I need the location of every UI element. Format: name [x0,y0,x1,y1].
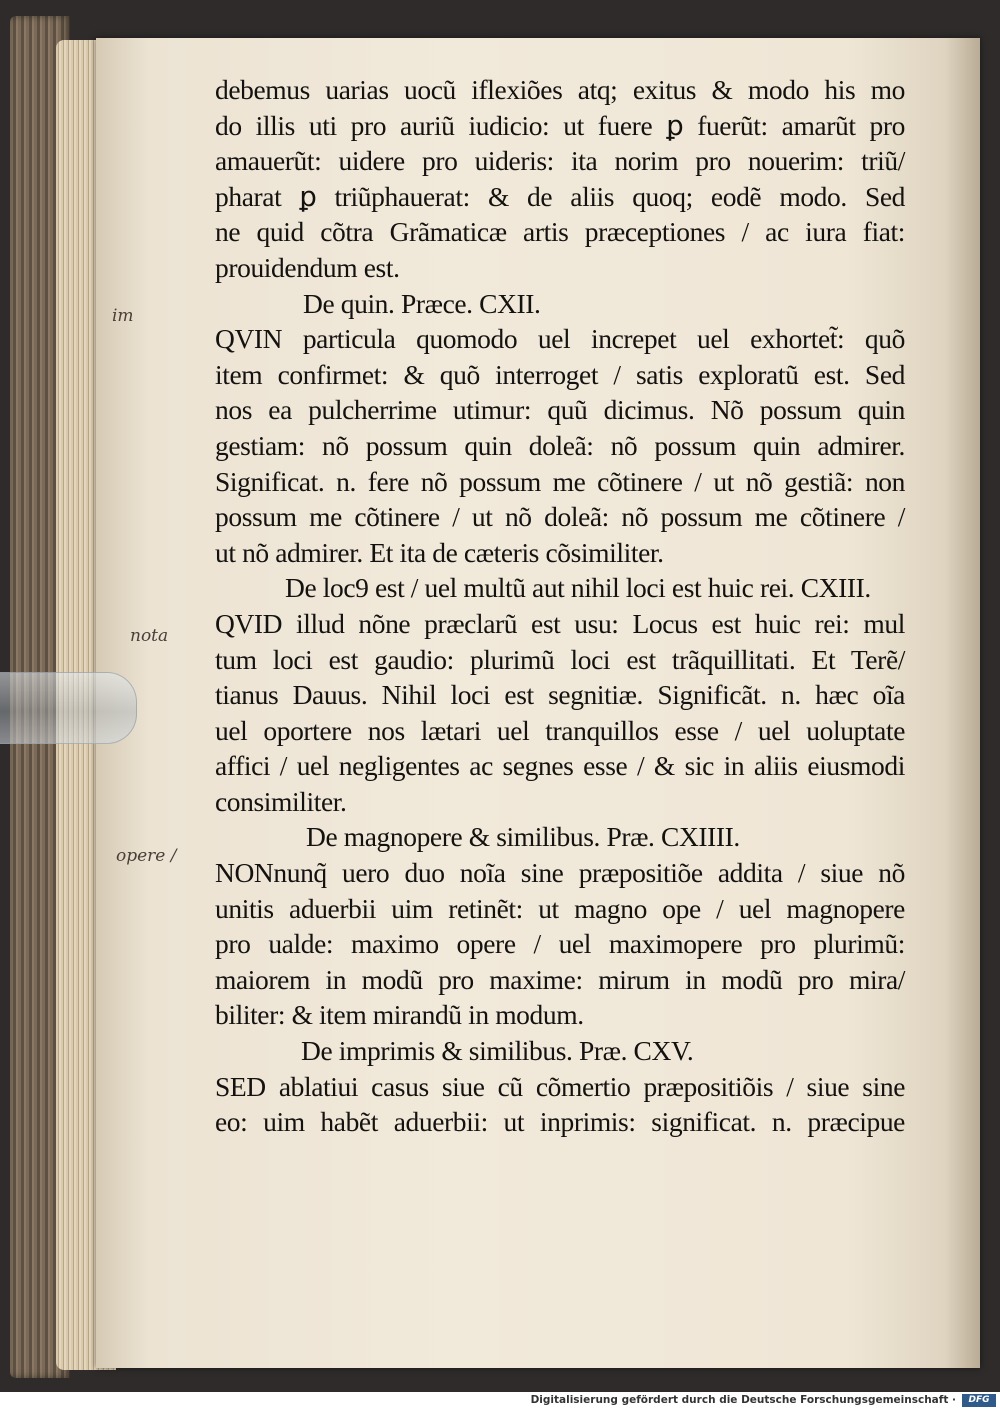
text-line: tianus Dauus. Nihil loci est segnitiæ. Significãt. n. hæc oĩa [215,679,905,711]
text-line: nos ea pulcherrime utimur: quũ dicimus. Nõ possum quin [215,394,905,426]
section-heading: De magnopere & similibus. Præ. CXIIII. [306,821,740,853]
text-line: biliter: & item mirandũ in modum. [215,999,584,1031]
text-line: maiorem in modũ pro maxime: mirum in modũ pro mira/ [215,963,905,995]
page-text [215,72,905,1140]
text-line: ut nõ admirer. Et ita de cæteris cõsimiliter. [215,536,664,568]
text-line: amauerũt: uidere pro uideris: ita norim pro nouerim: triũ/ [215,145,905,177]
margin-note: opere / [116,846,177,866]
text-line: gestiam: nõ possum quin doleã: nõ possum quin admirer. [215,429,905,461]
page-clip [0,672,137,744]
text-line: unitis aduerbii uim retinẽt: ut magno ope / uel magnopere [215,892,905,924]
text-line: item confirmet: & quõ interroget / satis exploratũ est. Sed [215,358,905,390]
text-line: consimiliter. [215,785,347,817]
text-line: NONnunq̃ uero duo noĩa sine præpositiõe addita / siue nõ [215,857,905,889]
text-line: SED ablatiui casus siue cũ cõmertio præpositiõis / siue sine [215,1070,905,1102]
text-line: affici / uel negligentes ac segnes esse / & sic in aliis eiusmodi [215,750,905,782]
text-line: uel oportere nos lætari uel tranquillos esse / uel uoluptate [215,714,905,746]
margin-note: nota [130,626,169,646]
text-line: do illis uti pro auriũ iudicio: ut fuere ꝑ fuerũt: amarũt pro [215,109,905,141]
text-line: Significat. n. fere nõ possum me cõtinere / ut nõ gestiã: non [215,465,905,497]
text-line: tum loci est gaudio: plurimũ loci est trãquillitati. Et Terẽ/ [215,643,905,675]
funding-credit: Digitalisierung gefördert durch die Deutsche Forschungsgemeinschaft · [530,1394,956,1406]
text-line: QVID illud nõne præclarũ est usu: Locus est huic rei: mul [215,607,905,639]
text-line: eo: uim habẽt aduerbii: ut inprimis: significat. n. præcipue [215,1106,905,1138]
text-line: pro ualde: maximo opere / uel maximopere pro plurimũ: [215,928,905,960]
margin-note: im [112,306,134,326]
section-heading: De imprimis & similibus. Præ. CXV. [301,1035,694,1067]
footer-bar [0,1392,1000,1410]
text-line: debemus uarias uocũ iflexiões atq; exitus & modo his mo [215,74,905,105]
text-line: ne quid cõtra Grãmaticæ artis præceptiones / ac iura fiat: [215,216,905,248]
dfg-logo: DFG [962,1394,996,1407]
section-heading: De loc9 est / uel multũ aut nihil loci est huic rei. CXIII. [285,572,871,604]
section-heading: De quin. Præce. CXII. [303,287,541,319]
text-line: QVIN particula quomodo uel increpet uel exhortet̃: quõ [215,323,905,355]
text-line: possum me cõtinere / ut nõ doleã: nõ possum me cõtinere / [215,501,905,533]
text-line: pharat ꝑ triũphauerat: & de aliis quoq; eodẽ modo. Sed [215,180,905,212]
text-line: prouidendum est. [215,251,400,283]
